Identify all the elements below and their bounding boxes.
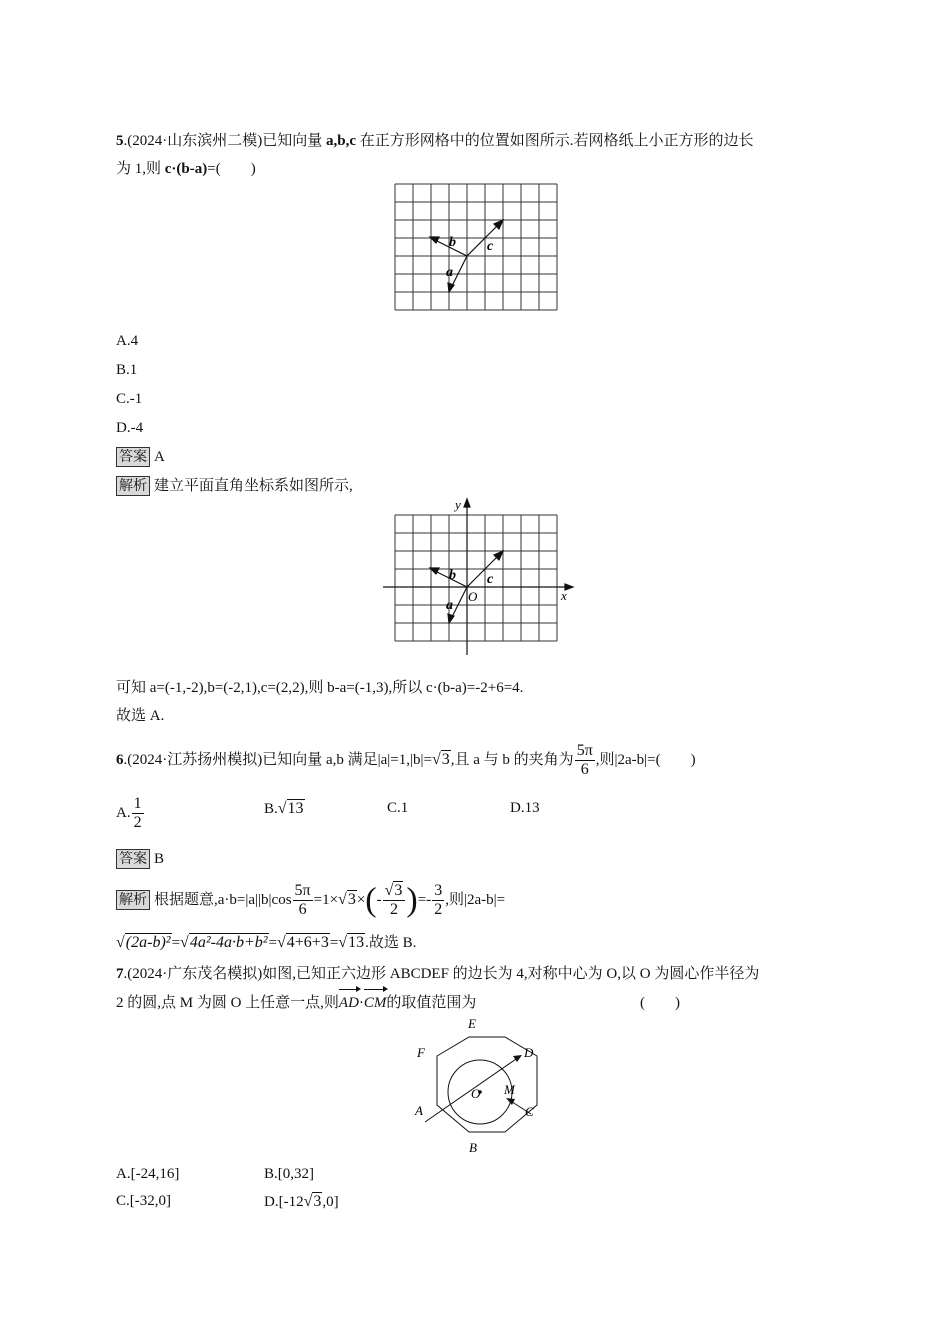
- q6-option-a-num: 1: [133, 795, 142, 812]
- q5-answer-value: A: [154, 449, 165, 465]
- analysis-tag-q6: 解析: [116, 890, 150, 910]
- q6-option-b-value: 13: [287, 800, 304, 817]
- q6-angle-fraction: [575, 742, 595, 779]
- q5-answer: [116, 446, 165, 468]
- q6-angle-num: 5π: [576, 742, 593, 760]
- q5-analysis-line2: 可知 a=(-1,-2),b=(-2,1),c=(2,2),则 b-a=(-1,3),所以 c·(b-a)=-2+6=4.: [116, 680, 524, 696]
- q6-r4-value: 13: [348, 934, 365, 951]
- q6-angle-den: 6: [580, 761, 589, 779]
- q6-an-sqrt1-value: 3: [347, 891, 356, 908]
- q6-an-frac1: [293, 882, 313, 919]
- q6-an-frac2: [383, 882, 406, 919]
- q7-line2b: 的取值范围为: [386, 995, 477, 1011]
- vector-c: [467, 222, 501, 256]
- q5-text1b: 在正方形网格中的位置如图所示.若网格纸上小正方形的边长: [356, 133, 754, 149]
- q6-option-a-den: 2: [133, 814, 142, 831]
- q6-option-b-sqrt: √13: [277, 800, 304, 817]
- q6-option-a: [116, 795, 145, 832]
- q5-text2a: 为 1,则: [116, 161, 165, 177]
- q6-option-c: C.1: [387, 800, 409, 816]
- q5-expr: c·(b-a): [164, 161, 208, 177]
- label-b: b: [449, 235, 456, 250]
- vertex-d: D: [524, 1045, 534, 1060]
- q6-answer-value: B: [154, 851, 165, 867]
- q6-an-neg: -: [376, 892, 382, 908]
- q6-an-frac2-num: √3: [383, 882, 406, 901]
- axis-label-x: x: [561, 588, 567, 603]
- q6-an-frac2-den: 2: [390, 901, 398, 919]
- q6-eq1: =: [171, 935, 181, 951]
- q6-an-c: ×: [356, 892, 366, 908]
- q6-sqrt-r3: √4+6+3: [277, 934, 329, 951]
- q6-answer: [116, 848, 164, 870]
- q5-analysis: [116, 475, 353, 497]
- q5-text2b: =( ): [207, 161, 256, 177]
- label-c-2: c: [487, 572, 494, 587]
- vertex-c: C: [525, 1104, 534, 1119]
- q6-an-frac3-num: 3: [434, 882, 443, 900]
- q6-eq2: =: [268, 935, 277, 951]
- vector-cm: CM: [364, 992, 387, 1014]
- q6-line2-end: .故选 B.: [365, 935, 417, 951]
- q7-line2a: 2 的圆,点 M 为圆 O 上任意一点,则: [116, 995, 339, 1011]
- q7-option-d-sqrt: √3: [303, 1193, 322, 1210]
- q6-option-a-prefix: A.: [116, 804, 131, 821]
- vector-ad: AD: [339, 992, 359, 1014]
- q6-an-frac2-num-value: 3: [394, 882, 403, 900]
- q6-sqrt3-value: 3: [441, 751, 450, 768]
- point-m: M: [504, 1082, 515, 1097]
- vertex-a: A: [415, 1103, 423, 1118]
- q7-paren: ( ): [640, 995, 680, 1011]
- q5-analysis-text1: 建立平面直角坐标系如图所示,: [154, 478, 353, 494]
- vertex-f: F: [417, 1045, 425, 1060]
- y-axis-arrow: [464, 499, 470, 507]
- q5-stem-line2: [116, 158, 256, 180]
- q6-r3-value: 4+6+3: [286, 934, 329, 951]
- q6-r1-value: (2a-b)²: [125, 934, 171, 951]
- arrowhead-ad: [513, 1055, 522, 1062]
- answer-tag: 答案: [116, 447, 150, 467]
- q5-text1: .(2024·山东滨州二模)已知向量: [123, 133, 326, 149]
- q6-option-a-fraction: [132, 795, 144, 832]
- label-b-2: b: [449, 568, 456, 583]
- q6-option-d: D.13: [510, 800, 540, 816]
- q6-option-b-prefix: B.: [264, 801, 278, 817]
- q5-option-c: C.-1: [116, 391, 143, 407]
- q6-an-a: 根据题意,a·b=|a||b|cos: [154, 892, 292, 908]
- arrowhead-a: [448, 283, 454, 292]
- axis-label-y: y: [455, 497, 461, 512]
- label-a-2: a: [446, 598, 453, 613]
- q7-hexagon-figure: [405, 1010, 555, 1160]
- q6-analysis-line1: [116, 878, 505, 922]
- q6-analysis-line2: [116, 932, 416, 954]
- q7-option-d: [264, 1193, 339, 1211]
- answer-tag-q6: 答案: [116, 849, 150, 869]
- q6-stem-b: ,且 a 与 b 的夹角为: [450, 752, 574, 768]
- q6-number: 6: [116, 752, 124, 768]
- q5-coordinate-figure: [378, 495, 578, 657]
- q6-an-sqrt1: √3: [338, 891, 356, 908]
- hexagon: [437, 1037, 537, 1132]
- q6-an-b: =1×: [313, 892, 339, 908]
- q6-sqrt-r4: √13: [338, 934, 365, 951]
- q6-stem-c: ,则|2a-b|=( ): [595, 752, 696, 768]
- q6-sqrt3: √3: [431, 751, 450, 768]
- q7-option-d-prefix: D.[-12: [264, 1194, 304, 1210]
- q6-eq3: =: [329, 935, 339, 951]
- q6-r2-value: 4a²-4a·b+b²: [189, 934, 268, 951]
- q5-grid-figure: [390, 180, 560, 315]
- q7-option-d-end: ,0]: [322, 1194, 339, 1210]
- q7-line1: .(2024·广东茂名模拟)如图,已知正六边形 ABCDEF 的边长为 4,对称中心为 O,以 O 为圆心作半径为: [123, 966, 760, 982]
- q7-dot: ·: [358, 995, 364, 1011]
- q6-an-frac3: [432, 882, 444, 919]
- q7-number: 7: [116, 966, 124, 982]
- q6-an-frac3-den: 2: [434, 901, 443, 919]
- q6-stem-a: .(2024·江苏扬州模拟)已知向量 a,b 满足|a|=1,|b|=: [123, 752, 432, 768]
- q5-vars: a,b,c: [326, 133, 356, 149]
- q6-option-b: [264, 800, 305, 818]
- label-c: c: [487, 239, 494, 254]
- q5-option-b: B.1: [116, 362, 138, 378]
- vertex-e: E: [468, 1016, 476, 1031]
- q6-an-e: ,则|2a-b|=: [445, 892, 506, 908]
- q5-number: 5: [116, 133, 124, 149]
- q6-an-d: =-: [417, 892, 432, 908]
- q5-stem-line1: [116, 130, 754, 152]
- q7-option-b: B.[0,32]: [264, 1166, 314, 1182]
- q5-option-a: A.4: [116, 333, 139, 349]
- q5-analysis-line3: 故选 A.: [116, 708, 165, 724]
- q6-sqrt-r1: √(2a-b)²: [116, 934, 171, 951]
- q6-an-frac1-den: 6: [298, 901, 307, 919]
- q6-an-frac1-num: 5π: [294, 882, 311, 900]
- q7-option-a: A.[-24,16]: [116, 1166, 180, 1182]
- vertex-b: B: [469, 1140, 477, 1155]
- left-paren: (: [365, 881, 377, 919]
- q5-option-d: D.-4: [116, 420, 144, 436]
- arrowhead-cm: [506, 1098, 515, 1105]
- q6-stem: [116, 740, 696, 780]
- q6-sqrt-r2: √4a²-4a·b+b²: [180, 934, 268, 951]
- origin-label: O: [468, 589, 478, 604]
- q7-option-d-sqrt-value: 3: [313, 1193, 322, 1210]
- q7-option-c: C.[-32,0]: [116, 1193, 171, 1209]
- right-paren: ): [406, 881, 418, 919]
- center-o: O: [471, 1086, 481, 1101]
- label-a: a: [446, 265, 453, 280]
- q7-stem-line1: [116, 963, 759, 985]
- analysis-tag: 解析: [116, 476, 150, 496]
